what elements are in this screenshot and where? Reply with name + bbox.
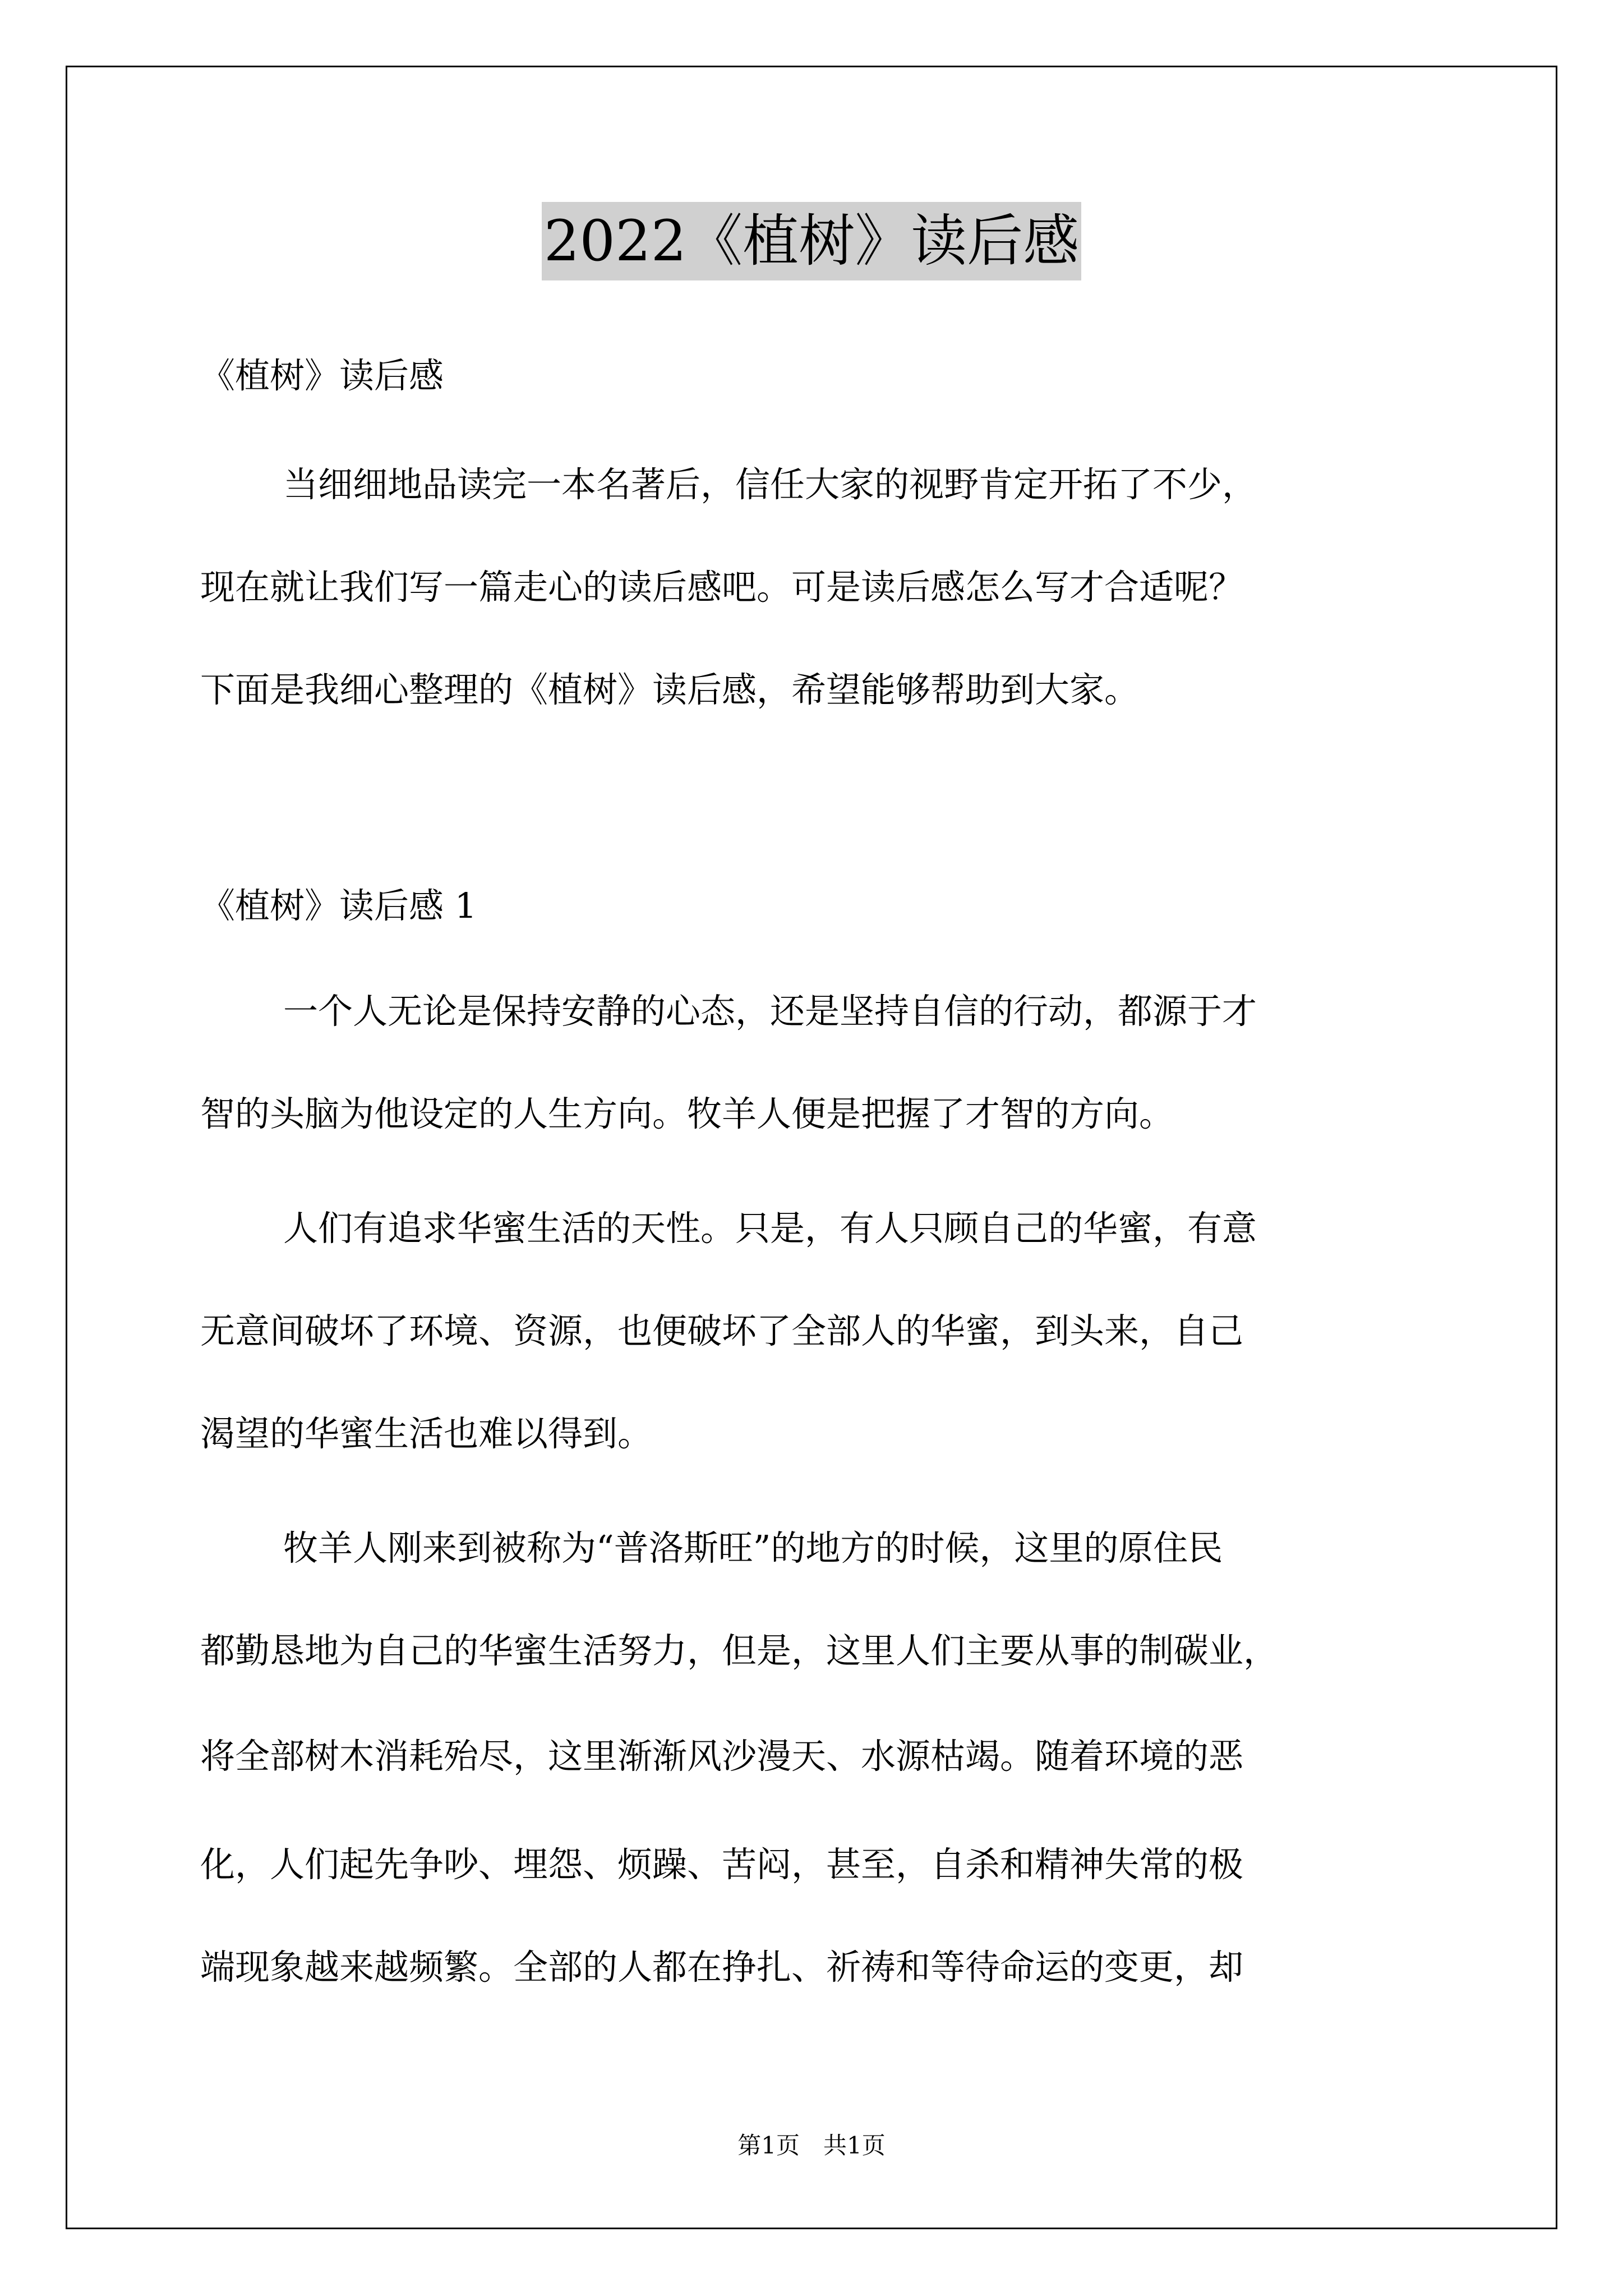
paragraph-line: 化，人们起先争吵、埋怨、烦躁、苦闷，甚至，自杀和精神失常的极 — [200, 1844, 1244, 1885]
paragraph-line: 一个人无论是保持安静的心态，还是坚持自信的行动，都源于才 — [283, 991, 1257, 1032]
paragraph-line: 都勤恳地为自己的华蜜生活努力，但是，这里人们主要从事的制碳业， — [200, 1630, 1279, 1671]
paragraph-line: 端现象越来越频繁。全部的人都在挣扎、祈祷和等待命运的变更，却 — [200, 1947, 1244, 1987]
page-number-footer: 第1页 共1页 — [737, 2132, 886, 2159]
paragraph-line: 无意间破坏了环境、资源，也便破坏了全部人的华蜜，到头来，自己 — [200, 1310, 1244, 1351]
paragraph-line: 智的头脑为他设定的人生方向。牧羊人便是把握了才智的方向。 — [200, 1093, 1174, 1134]
document-title: 2022《植树》读后感 — [542, 202, 1082, 280]
intro-line: 下面是我细心整理的《植树》读后感，希望能够帮助到大家。 — [200, 669, 1140, 710]
paragraph-line: 将全部树木消耗殆尽，这里渐渐风沙漫天、水源枯竭。随着环境的恶 — [200, 1736, 1244, 1777]
section-heading: 《植树》读后感 1 — [200, 885, 477, 926]
intro-line: 当细细地品读完一本名著后，信任大家的视野肯定开拓了不少， — [283, 464, 1257, 505]
intro-line: 现在就让我们写一篇走心的读后感吧。可是读后感怎么写才合适呢？ — [200, 567, 1244, 608]
paragraph-line: 人们有追求华蜜生活的天性。只是，有人只顾自己的华蜜，有意 — [283, 1208, 1257, 1249]
paragraph-line: 牧羊人刚来到被称为“普洛斯旺”的地方的时候，这里的原住民 — [283, 1527, 1223, 1568]
paragraph-line: 渴望的华蜜生活也难以得到。 — [200, 1413, 653, 1454]
title-container — [0, 202, 1623, 280]
subtitle-heading: 《植树》读后感 — [200, 355, 444, 396]
